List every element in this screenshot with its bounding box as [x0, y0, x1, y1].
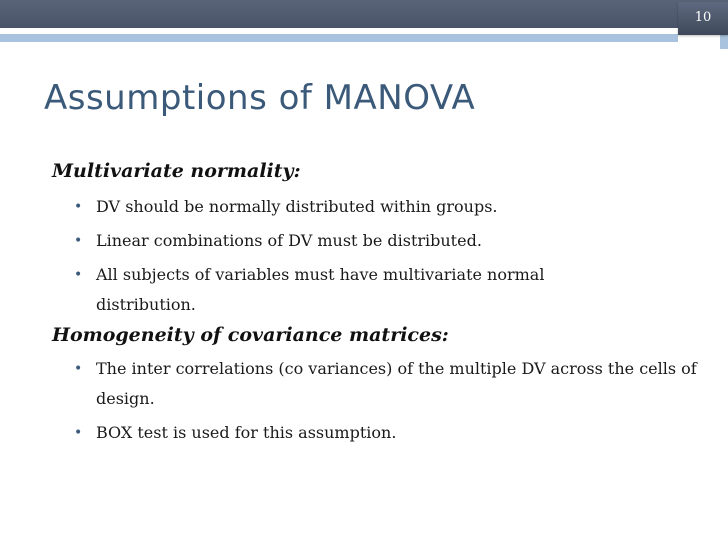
- bullet-text: DV should be normally distributed within groups.: [96, 197, 498, 216]
- page-number: 10: [694, 10, 712, 25]
- list-item: [52, 418, 712, 448]
- bullet-icon: •: [74, 199, 83, 215]
- bullet-icon: •: [74, 267, 83, 283]
- header-band: [0, 0, 728, 28]
- bullet-text: All subjects of variables must have multivariate normal distribution.: [96, 265, 545, 314]
- list-item: [52, 226, 712, 256]
- section-heading-covariance: Homogeneity of covariance matrices:: [52, 324, 449, 346]
- bullet-icon: •: [74, 361, 83, 377]
- bullet-list-covariance: [52, 354, 712, 448]
- page-number-box: [678, 2, 728, 35]
- list-item: [52, 260, 616, 320]
- accent-strip: [720, 35, 728, 49]
- bullet-text: Linear combinations of DV must be distributed.: [96, 231, 482, 250]
- accent-band: [0, 34, 678, 42]
- bullet-icon: •: [74, 425, 83, 441]
- section-heading-normality: Multivariate normality:: [52, 160, 301, 182]
- slide-body: [52, 160, 712, 448]
- bullet-icon: •: [74, 233, 83, 249]
- bullet-list-normality: [52, 192, 712, 320]
- list-item: [52, 192, 712, 222]
- bullet-text: The inter correlations (co variances) of the multiple DV across the cells of design.: [96, 359, 697, 408]
- bullet-text: BOX test is used for this assumption.: [96, 423, 397, 442]
- slide-title: Assumptions of MANOVA: [44, 78, 476, 118]
- list-item: [52, 354, 712, 414]
